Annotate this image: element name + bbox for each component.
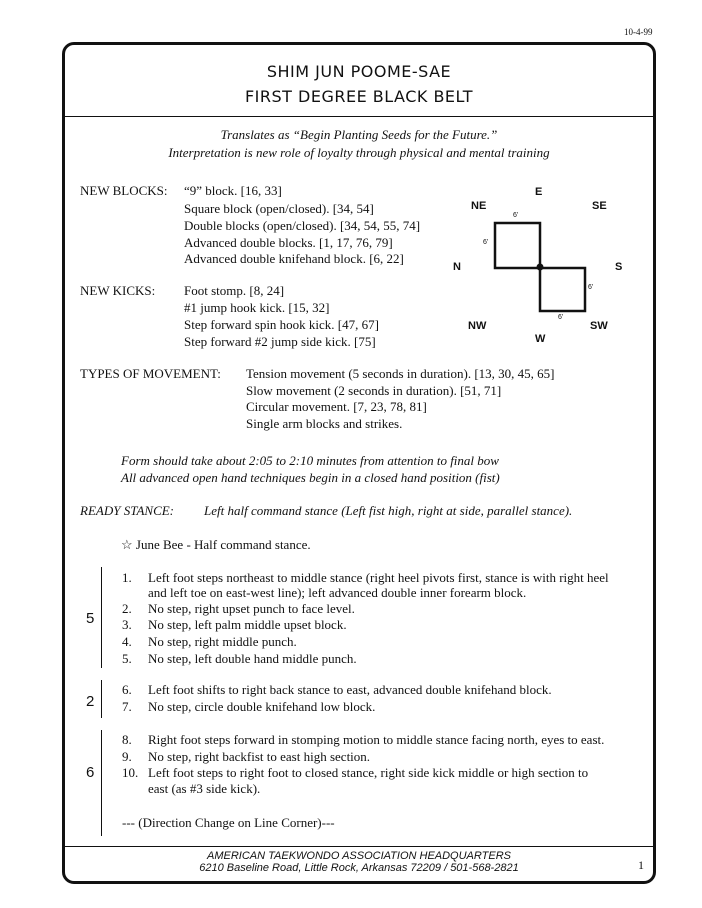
form-title: SHIM JUN POOME-SAE [266,62,452,81]
footer-organization: AMERICAN TAEKWONDO ASSOCIATION HEADQUARTERS [207,850,511,862]
direction-se: SE [592,200,607,212]
measure-right: 6' [588,284,594,291]
ready-stance-label: READY STANCE: [80,503,175,518]
june-bee-line [121,537,311,553]
direction-w: W [535,333,546,345]
measure-bottom: 6' [558,314,564,321]
movement-item: Slow movement (2 seconds in duration). [51, 71] [246,383,502,398]
new-kick-item: Foot stomp. [8, 24] [184,283,285,298]
square-sw [540,268,585,311]
interpretation-text: Interpretation is new role of loyalty through physical and mental training [168,145,550,160]
step-number: 7. [122,699,132,714]
step-number: 4. [122,634,132,649]
group-count: 6 [86,764,95,781]
step-text: No step, right middle punch. [148,634,297,649]
new-block-item: Advanced double blocks. [1, 17, 76, 79] [184,235,393,250]
new-kick-item: #1 jump hook kick. [15, 32] [184,300,330,315]
new-block-item: Advanced double knifehand block. [6, 22] [184,251,404,266]
star-icon: ☆ [121,537,133,552]
belt-title: FIRST DEGREE BLACK BELT [244,87,474,106]
direction-e: E [535,186,543,198]
group-bracket [101,680,102,718]
movement-item: Single arm blocks and strikes. [246,416,403,431]
direction-s: S [615,261,623,273]
direction-change-note: --- (Direction Change on Line Corner)--- [122,815,335,830]
june-bee-text: June Bee - Half command stance. [135,537,311,552]
footer-address: 6210 Baseline Road, Little Rock, Arkansas 72209 / 501-568-2821 [199,862,519,874]
step-number: 10. [122,765,139,780]
group-count: 5 [86,610,95,627]
step-text: No step, right backfist to east high section. [148,749,371,764]
new-block-item: Square block (open/closed). [34, 54] [184,201,374,216]
measure-left: 6' [483,239,489,246]
step-text: No step, circle double knifehand low block. [148,699,376,714]
step-text: No step, left double hand middle punch. [148,651,357,666]
new-blocks-label: NEW BLOCKS: [80,183,168,198]
group-count: 2 [86,693,95,710]
step-text: No step, right upset punch to face level. [148,601,355,616]
new-block-item: “9” block. [16, 33] [184,183,282,198]
direction-n: N [453,261,461,273]
timing-note: Form should take about 2:05 to 2:10 minutes from attention to final bow [121,453,499,468]
step-text: and left toe on east-west line); left advanced double inner forearm block. [148,585,527,600]
new-kick-item: Step forward spin hook kick. [47, 67] [184,317,379,332]
step-number: 3. [122,617,132,632]
new-block-item: Double blocks (open/closed). [34, 54, 55, 74] [184,218,421,233]
movement-item: Circular movement. [7, 23, 78, 81] [246,399,427,414]
direction-nw: NW [468,320,487,332]
step-number: 9. [122,749,132,764]
movement-item: Tension movement (5 seconds in duration). [13, 30, 45, 65] [246,366,555,381]
step-number: 1. [122,570,132,585]
step-text: Left foot steps to right foot to closed stance, right side kick middle or high section to [148,765,589,780]
measure-top: 6' [513,212,519,219]
hand-technique-note: All advanced open hand techniques begin in a closed hand position (fist) [121,470,500,485]
new-kicks-label: NEW KICKS: [80,283,156,298]
document-date: 10-4-99 [624,27,653,37]
step-number: 6. [122,682,132,697]
step-text: Right foot steps forward in stomping motion to middle stance facing north, eyes to east. [148,732,605,747]
movement-label: TYPES OF MOVEMENT: [80,366,221,381]
step-text: east (as #3 side kick). [148,781,261,796]
group-bracket [101,730,102,836]
translation-text: Translates as “Begin Planting Seeds for the Future.” [220,127,498,142]
new-kick-item: Step forward #2 jump side kick. [75] [184,334,376,349]
step-text: Left foot shifts to right back stance to east, advanced double knifehand block. [148,682,552,697]
step-text: Left foot steps northeast to middle stance (right heel pivots first, stance is with right heel [148,570,609,585]
step-text: No step, left palm middle upset block. [148,617,347,632]
group-bracket [101,567,102,668]
square-ne [495,223,540,268]
direction-sw: SW [590,320,608,332]
step-number: 8. [122,732,132,747]
title-divider [65,116,653,117]
direction-ne: NE [471,200,487,212]
ready-stance-text: Left half command stance (Left fist high, right at side, parallel stance). [204,503,573,518]
center-point [537,264,544,271]
footer-divider [65,846,653,847]
step-number: 5. [122,651,132,666]
page-number: 1 [638,858,644,872]
step-number: 2. [122,601,132,616]
direction-diagram [450,183,630,348]
